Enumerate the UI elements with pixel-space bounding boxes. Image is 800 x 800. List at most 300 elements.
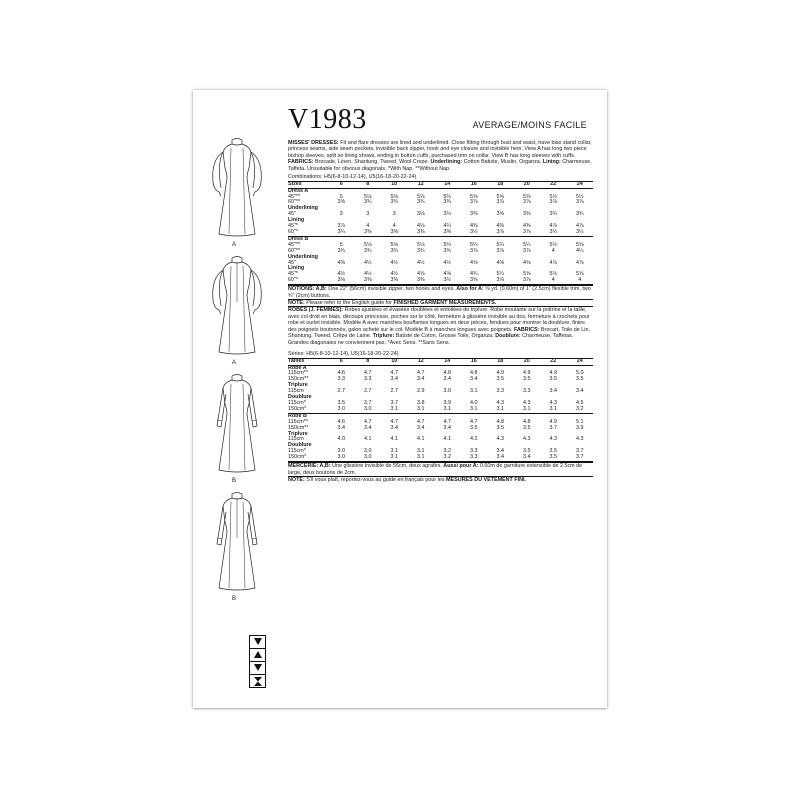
yardage-cell: 4.1 (390, 436, 398, 443)
underlining-text: Cotton Batiste, Muslin, Organza. (462, 159, 543, 166)
yardage-cell: 3.0 (443, 388, 451, 395)
notions-text: One 22" (56cm) invisible zipper, two hooks and eyes. (326, 286, 457, 293)
yardage-cell: 3.1 (443, 405, 451, 412)
yardage-cell: 3.4 (417, 424, 425, 431)
size-header-cell: 20 (514, 358, 541, 365)
size-header-row (288, 358, 593, 365)
yardage-cell: 2.7 (337, 388, 345, 395)
fabrics-text: Brocart, Toile de Lin, Shantung, Tweed, Crêpe de Laine. (288, 326, 590, 340)
yardage-cell: 3.1 (390, 454, 398, 461)
yardage-cell: 4⅝ (443, 271, 451, 278)
yardage-cell: 3.4 (576, 388, 584, 395)
yardage-cell: 4.1 (364, 436, 372, 443)
yardage-cell: 3⅜ (364, 277, 372, 284)
yardage-cell: 3.5 (496, 424, 504, 431)
fabric-width-label: 115cm (288, 436, 304, 443)
note-label: NOTE: (288, 476, 305, 483)
yardage-cell: 3.4 (337, 424, 345, 431)
yardage-cell: 3⅞ (496, 247, 504, 254)
yardage-cell: 3.1 (549, 405, 557, 412)
yardage-cell: 3.5 (549, 448, 557, 455)
yardage-cell: 3¾ (417, 247, 425, 254)
yardage-cell: 4.9 (496, 370, 504, 377)
notions-english (288, 285, 593, 299)
size-header-cell: 14 (434, 181, 461, 188)
english-description (288, 140, 593, 172)
fabric-width-label: 45"* (288, 223, 299, 230)
french-description (288, 306, 593, 346)
yardage-cell: 4.8 (523, 418, 531, 425)
yardage-cell: 4⅞ (549, 223, 557, 230)
yardage-cell: 3¾ (390, 247, 398, 254)
notions-french (288, 462, 593, 476)
yardage-cell: 3.4 (549, 388, 557, 395)
lining-text: Charmeuse, Taffeta. Unsuitable for obvious diagonals. *With Nap. **Without Nap. (288, 159, 592, 172)
yardage-cell: 4⅞ (576, 259, 584, 266)
yardage-cell: 3⅞ (470, 199, 478, 206)
size-header-cell: 8 (355, 181, 382, 188)
figure-label: A (231, 242, 236, 248)
dress-b-front-icon (207, 370, 267, 478)
yardage-cell: 3⅜ (470, 211, 478, 218)
series-line: Séries: H5(6-8-10-12-14), U5(16-18-20-22-24) (288, 351, 399, 358)
yardage-cell: 4.7 (417, 418, 425, 425)
group-label: Doublure (288, 442, 312, 449)
yardage-cell: 4.3 (523, 400, 531, 406)
yardage-cell: 3.7 (576, 454, 584, 461)
yardage-cell: 3.2 (443, 454, 451, 461)
group-label: Underlining (288, 253, 318, 260)
yardage-cell: 3.7 (364, 400, 372, 406)
yardage-cell: 5⅝ (523, 271, 531, 278)
yardage-cell: 3.0 (364, 405, 372, 412)
group-label: Dress A (288, 187, 309, 194)
yardage-cell: 4 (392, 223, 396, 230)
yardage-cell: 3½ (470, 228, 478, 235)
yardage-cell: 5½ (549, 241, 557, 248)
fabric-width-label: 45"* (288, 271, 299, 278)
yardage-cell: 4¾ (470, 271, 478, 278)
yardage-cell: 4.7 (470, 418, 478, 425)
yardage-cell: 3.5 (549, 376, 557, 383)
yardage-cell: 5¼ (523, 241, 531, 248)
yardage-cell: 3.7 (390, 400, 398, 406)
yardage-cell: 4.3 (496, 436, 504, 443)
combinations-line: Combinations: H5(6-8-10-12-14), U5(16-18-20-22-24) (288, 174, 417, 181)
yardage-cell: 5⅛ (364, 241, 372, 248)
yardage-cell: 5 (339, 193, 343, 200)
yardage-cell: 4.9 (549, 418, 557, 425)
fabrics-text: Brocade, Linen, Shantung, Tweed, Wool Crepe. (313, 159, 431, 166)
yardage-cell: 3.7 (549, 424, 557, 431)
yardage-cell: 3⅞ (523, 228, 531, 235)
description-text: Robes ajustées et évasées doublées et entoilées de triplure. Robe moulante sur la poitrine et la taille, avec col droit en biais, découpe princesse, poches sur le côté, fermeture à glissière invisible au dos, fermeture à crochets pour robe et ourlet invisible. Modèle A avec manches bouffantes longues en deux pièces, fendues pour montrer la doublure, finies des poignets boutonnés, galon acheté sur le col. Modèle B à manches longues avec poignets. (288, 307, 590, 333)
yardage-cell: 3¾ (364, 199, 372, 206)
note-english (288, 299, 593, 306)
yardage-cell: 3.4 (496, 454, 504, 461)
yardage-cell: 3⅞ (337, 223, 345, 230)
fabric-width-label: 60"* (288, 277, 299, 284)
hourglass-icon (250, 675, 265, 687)
triplure-text: Batiste de Coton, Grosse Toile, Organza. (394, 333, 496, 340)
fabric-width-label: 45"** (288, 241, 301, 248)
yardage-cell: 3.1 (417, 454, 425, 461)
size-header-cell: 16 (461, 358, 488, 365)
size-header-cell: 6 (328, 358, 355, 365)
yardage-cell: 5¼ (470, 241, 478, 248)
yardage-cell: 5⅝ (576, 271, 584, 278)
envelope-text (288, 140, 593, 483)
lining-label: Lining: (542, 159, 561, 166)
yardage-cell: 3.4 (417, 376, 425, 383)
yardage-cell: 3.7 (576, 448, 584, 455)
group-label: Dress B (288, 236, 593, 242)
difficulty-label: AVERAGE/MOINS FACILE (472, 120, 587, 130)
yardage-cell: 4⅜ (523, 223, 531, 230)
yardage-cell: 5¼ (496, 271, 504, 278)
yardage-cell: 4 (551, 247, 555, 254)
triangle-down-icon (250, 662, 265, 675)
yardage-cell: 3.9 (576, 424, 584, 431)
fabric-width-label: 115cm* (288, 400, 306, 406)
yardage-cell: 3.3 (364, 376, 372, 383)
group-label: Doublure (288, 394, 312, 401)
yardage-cell: 5⅛ (390, 193, 398, 200)
note-french (288, 476, 593, 483)
size-header-cell: 12 (408, 181, 435, 188)
yardage-cell: 5⅛ (390, 241, 398, 248)
yardage-cell: 5⅝ (576, 241, 584, 248)
yardage-cell: 3.3 (470, 448, 478, 455)
doublure-label: Doublure: (495, 333, 521, 340)
yardage-cell: 3.5 (496, 376, 504, 383)
yardage-cell: 3 (392, 211, 396, 218)
note-bold-text: MESURES DU VÊTEMENT FINI. (446, 476, 527, 483)
yardage-cell: 3¾ (337, 247, 345, 254)
yardage-cell: 4.6 (337, 370, 345, 377)
yardage-cell: 4.1 (417, 436, 425, 443)
fabric-width-label: 60"* (288, 228, 299, 235)
yardage-cell: 4½ (443, 259, 451, 266)
group-label: Lining (288, 265, 305, 272)
yardage-cell: 4.7 (390, 370, 398, 377)
yardage-cell: 4.3 (549, 436, 557, 443)
yardage-cell: 4.2 (470, 436, 478, 443)
symbol-legend (249, 635, 266, 688)
size-header-label: Tailles (288, 358, 328, 365)
yardage-cell: 2.7 (364, 388, 372, 395)
yardage-cell: 3.1 (390, 405, 398, 412)
size-header-cell: 8 (355, 358, 382, 365)
yardage-cell: 3.1 (417, 448, 425, 455)
yardage-cell: 3.4 (390, 424, 398, 431)
yardage-cell: 5½ (549, 193, 557, 200)
size-header-cell: 6 (328, 181, 355, 188)
yardage-cell: 3¾ (364, 247, 372, 254)
fabric-width-label: 150cm* (288, 405, 307, 412)
yardage-cell: 3⅜ (364, 228, 372, 235)
yardage-cell: 3.4 (390, 376, 398, 383)
dress-b-front-drawing (199, 370, 275, 488)
yardage-cell: 4.0 (337, 436, 345, 443)
dress-a-front-drawing (199, 134, 275, 252)
yardage-cell: 3.1 (523, 405, 531, 412)
yardage-cell: 3.1 (470, 388, 478, 395)
note-label: NOTE: (288, 300, 305, 307)
note-bold-text: FINISHED GARMENT MEASUREMENTS. (393, 300, 497, 307)
yardage-cell: 2.7 (390, 388, 398, 395)
yardage-cell: 3⅞ (576, 199, 584, 206)
yardage-cell: 3⅜ (417, 277, 425, 284)
yardage-cell: 3⅞ (496, 277, 504, 284)
yardage-cell: 5⅝ (470, 193, 478, 200)
yardage-cell: 5 (339, 241, 343, 248)
fabric-width-label: 45" (288, 259, 296, 266)
yardage-cell: 3⅞ (523, 199, 531, 206)
size-header-row (288, 181, 593, 188)
fabric-width-label: 150cm** (288, 376, 309, 383)
yardage-cell: 3.5 (337, 400, 345, 406)
yardage-cell: 3¾ (443, 247, 451, 254)
fabric-width-label: 45"** (288, 193, 301, 200)
yardage-cell: 4.3 (549, 400, 557, 406)
yardage-cell: 4.3 (576, 436, 584, 443)
yardage-cell: 3.3 (470, 454, 478, 461)
yardage-cell: 3¾ (576, 211, 584, 218)
fabric-width-label: 115cm (288, 388, 304, 395)
size-header-cell: 10 (381, 181, 408, 188)
fabric-width-label: 115cm* (288, 448, 306, 455)
yardage-cell: 3½ (576, 228, 584, 235)
yardage-cell: 3.4 (443, 424, 451, 431)
yardage-cell: 3½ (443, 277, 451, 284)
yardage-cell: 3¾ (549, 211, 557, 218)
yardage-cell: 3⅜ (443, 228, 451, 235)
yardage-cell: 3¾ (417, 199, 425, 206)
yardage-cell: 3.0 (364, 454, 372, 461)
group-label: Triplure (288, 430, 308, 437)
notions-also-text: 0.60m de garniture extensible de 2.5cm de large, deux boutons de 2cm. (288, 463, 583, 476)
notions-label: NOTIONS: A,B: (288, 286, 327, 293)
yardage-cell: 3⅞ (549, 199, 557, 206)
yardage-cell: 4⅝ (470, 259, 478, 266)
yardage-cell: 3.4 (443, 376, 451, 383)
yardage-cell: 4.3 (496, 400, 504, 406)
yardage-cell: 5½ (549, 271, 557, 278)
technical-drawings (199, 134, 275, 606)
dress-a-back-icon (207, 252, 267, 360)
size-header-label: Sizes (288, 181, 328, 188)
yardage-cell: 3⅜ (390, 228, 398, 235)
yardage-cell: 3.4 (470, 376, 478, 383)
fabric-width-label: 115cm** (288, 370, 308, 377)
size-header-cell: 18 (487, 358, 514, 365)
notions-label: MERCERIE: A,B: (288, 463, 331, 470)
yardage-cell: 3.5 (523, 424, 531, 431)
yardage-cell: 3.0 (337, 454, 345, 461)
yardage-cell: 4½ (390, 271, 398, 278)
yardage-cell: 3¼ (337, 228, 345, 235)
yardage-cell: 4.7 (417, 370, 425, 377)
yardage-cell: 4.7 (390, 418, 398, 425)
yardage-cell: 5.0 (576, 370, 584, 377)
yardage-cell: 3.0 (364, 448, 372, 455)
yardage-cell: 4⅞ (576, 223, 584, 230)
size-header-cell: 10 (381, 358, 408, 365)
yardage-cell: 4.3 (523, 436, 531, 443)
yardage-cell: 3⅜ (390, 277, 398, 284)
yardage-cell: 3.1 (470, 405, 478, 412)
group-label: Triplure (288, 382, 308, 389)
yardage-cell: 4.7 (364, 370, 372, 377)
yardage-cell: 3⅝ (470, 277, 478, 284)
triangle-down-icon (250, 636, 265, 649)
description-heading: ROBES (J. FEMMES): (288, 307, 344, 314)
yardage-cell: 3.5 (523, 376, 531, 383)
triplure-label: Triplure: (372, 333, 395, 340)
yardage-cell: 3.5 (470, 424, 478, 431)
dress-b-back-icon (207, 488, 267, 596)
group-label: Robe B (288, 413, 593, 419)
yardage-cell: 3⅞ (523, 247, 531, 254)
notions-also-label: Aussi pour A: (443, 463, 479, 470)
yardage-cell: 3.4 (496, 448, 504, 455)
yardage-cell: 4⅝ (496, 259, 504, 266)
size-header-cell: 20 (514, 181, 541, 188)
fabric-width-label: 60"** (288, 247, 301, 254)
yardage-cell: 4.8 (443, 370, 451, 377)
yardage-cell: 3.1 (417, 405, 425, 412)
yardage-cell: 3.0 (337, 405, 345, 412)
dress-a-front-icon (207, 134, 267, 242)
yardage-cell: 3.0 (337, 448, 345, 455)
yardage-cell: 3¾ (443, 199, 451, 206)
fabric-width-label: 150cm** (288, 424, 309, 431)
yardage-cell: 3.2 (576, 405, 584, 412)
yardage-cell: 4.5 (576, 400, 584, 406)
size-header-cell: 18 (487, 181, 514, 188)
pattern-envelope-back (193, 90, 607, 708)
yardage-cell: 3.5 (549, 454, 557, 461)
yardage-cell: 3⅛ (417, 211, 425, 218)
group-label: Underlining (288, 205, 318, 212)
yardage-cell: 4.8 (496, 418, 504, 425)
yardage-cell: 4 (578, 277, 582, 284)
yardage-cell: 4⅝ (523, 259, 531, 266)
fabric-width-label: 115cm** (288, 418, 308, 425)
yardage-cell: 5⅛ (364, 193, 372, 200)
group-label: Robe A (288, 364, 307, 371)
yardage-cell: 4⅝ (417, 271, 425, 278)
yardage-cell: 4 (551, 277, 555, 284)
yardage-cell: 4 (366, 223, 370, 230)
yardage-cell: 3.8 (417, 400, 425, 406)
yardage-cell: 4½ (337, 271, 345, 278)
yardage-cell: 3.3 (496, 388, 504, 395)
yardage-cell: 4⅛ (417, 223, 425, 230)
yardage-cell: 3⅞ (470, 247, 478, 254)
yardage-cell: 4½ (390, 259, 398, 266)
yardage-cell: 5¼ (443, 193, 451, 200)
triangle-up-icon (250, 649, 265, 662)
yardage-cell: 5.1 (576, 418, 584, 425)
yardage-cell: 5⅛ (417, 193, 425, 200)
yardage-cell: 4.9 (523, 370, 531, 377)
yardage-cell: 3⅞ (496, 199, 504, 206)
yardage-cell: 4.6 (337, 418, 345, 425)
yardage-cell: 3¼ (443, 211, 451, 218)
yardage-cell: 3.2 (443, 448, 451, 455)
description-text: Fit and flare dresses are lined and underlined. Close fitting through bust and waist, have bias stand collar, princess seams, side seam pockets, invisible back zipper, hook and eye closure and invisible hem. View A has long two piece bishop sleeves, split so lining shows, ending in button cuffs, purchased trim on collar. View B has long sleeves with cuffs. (288, 140, 592, 159)
figure-label: A (231, 360, 236, 366)
yardage-cell: 3⅜ (417, 228, 425, 235)
yardage-cell: 3⅞ (523, 277, 531, 284)
yardage-cell: 3.4 (523, 454, 531, 461)
yardage-cell: 3.5 (576, 376, 584, 383)
yardage-cell: 3 (366, 211, 370, 218)
yardage-cell: 4.7 (443, 418, 451, 425)
underlining-label: Underlining: (430, 159, 463, 166)
yardage-cell: 3⅞ (496, 228, 504, 235)
yardage-cell: 3.3 (523, 388, 531, 395)
yardage-cell: 4⅜ (337, 259, 345, 266)
yardage-cell: 5½ (576, 193, 584, 200)
yardage-cell: 4½ (364, 259, 372, 266)
yardage-cell: 3½ (549, 228, 557, 235)
fabrics-label: FABRICS: (513, 326, 540, 333)
yardage-cell: 3.3 (337, 376, 345, 383)
yardage-cell: 3.4 (364, 424, 372, 431)
fabric-width-label: 60"** (288, 199, 301, 206)
yardage-cell: 3¾ (390, 199, 398, 206)
yardage-cell: 3.1 (496, 405, 504, 412)
size-header-cell: 16 (461, 181, 488, 188)
size-header-cell: 22 (540, 358, 567, 365)
yardage-cell: 3 (339, 211, 343, 218)
yardage-cell: 3⅝ (337, 199, 345, 206)
size-header-cell: 24 (567, 181, 594, 188)
yardage-cell: 5¼ (496, 241, 504, 248)
yardage-cell: 3⅜ (496, 211, 504, 218)
note-text: S'il vous plaît, reportez-vous au guide en français pour les (304, 476, 447, 483)
group-label: Lining (288, 217, 305, 224)
fabric-width-label: 45" (288, 211, 296, 218)
pattern-number: V1983 (288, 104, 367, 135)
doublure-text: Charmeuse, Taffetas. Grandes diagonales ne conviennent pas. *Avec Sens. **Sans Sens. (288, 333, 574, 346)
figure-label: B (231, 596, 236, 602)
fabrics-label: FABRICS: (288, 159, 314, 166)
yardage-cell: 4.7 (364, 418, 372, 425)
yardage-cell: 4.0 (470, 400, 478, 406)
yardage-cell: 5⅛ (417, 241, 425, 248)
size-header-cell: 22 (540, 181, 567, 188)
yardage-cell: 4⅜ (470, 223, 478, 230)
yardage-cell: 4¼ (443, 223, 451, 230)
yardage-cell: 3⅜ (523, 211, 531, 218)
yardage-cell: 2.9 (417, 388, 425, 395)
yardage-cell: 5¼ (443, 241, 451, 248)
notions-also-text: ⅝ yd. (0.60m) of 1" (2.5cm) flexible trim, two ¾" (2cm) buttons. (288, 286, 591, 299)
yardage-cell: 4½ (417, 259, 425, 266)
yardage-cell: 4½ (364, 271, 372, 278)
yardage-cell: 4¼ (576, 247, 584, 254)
size-header-cell: 14 (434, 358, 461, 365)
description-heading: MISSES' DRESSES: (288, 140, 339, 146)
dress-a-back-drawing (199, 252, 275, 370)
yardage-cell: 5⅝ (523, 193, 531, 200)
yardage-cell: 4⅞ (549, 259, 557, 266)
yardage-cell: 5⅝ (496, 193, 504, 200)
